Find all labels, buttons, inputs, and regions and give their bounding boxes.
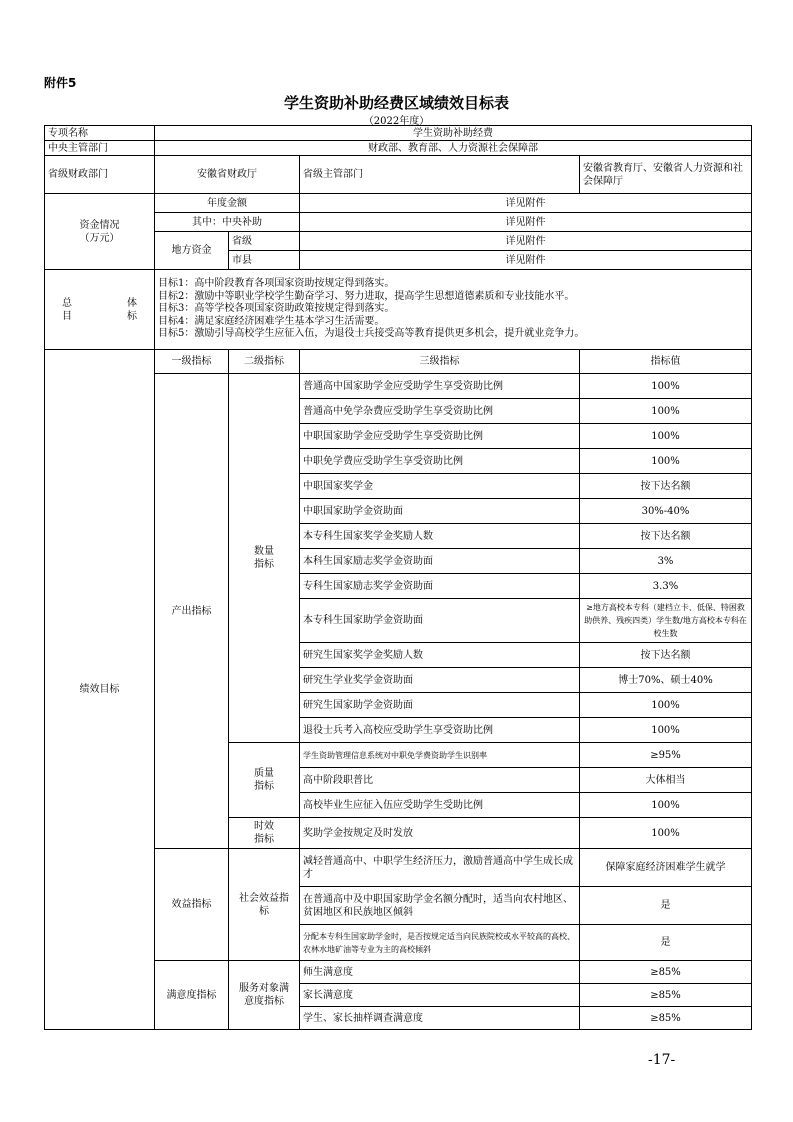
goal-item: 目标4：满足家庭经济困难学生基本学习生活需要。 (158, 315, 385, 327)
indicator-value: 按下达名额 (580, 474, 752, 499)
indicator-value: 是 (580, 887, 752, 925)
indicator-name: 分配本专科生国家助学金时，是否按规定适当向民族院校或水平较高的高校、农林水地矿油等专业为主的高校倾斜 (300, 925, 580, 961)
city-funds-label: 市县 (229, 251, 300, 270)
timeliness-label-line-2: 指标 (254, 834, 274, 845)
indicator-value: 30%-40% (580, 499, 752, 524)
indicator-value: 100% (580, 449, 752, 474)
overall-goals-list (155, 270, 752, 350)
indicator-name: 中职国家奖学金 (300, 474, 580, 499)
year-label: （2022年度） (363, 116, 430, 127)
annual-amount-label: 年度金额 (155, 194, 300, 213)
goals-label-char-1: 总 (62, 297, 72, 309)
quantity-label-line-2: 指标 (254, 559, 274, 570)
col-level2-header: 二级指标 (229, 350, 300, 374)
indicator-name: 研究生学业奖学金资助面 (300, 668, 580, 693)
central-subsidy-label: 其中：中央补助 (155, 213, 300, 232)
indicator-name: 中职免学费应受助学生享受资助比例 (300, 449, 580, 474)
indicator-value: 100% (580, 374, 752, 399)
indicator-name: 普通高中免学杂费应受助学生享受资助比例 (300, 399, 580, 424)
quantity-label-line-1: 数量 (254, 546, 274, 557)
goal-item: 目标3：高等学校各项国家资助政策按规定得到落实。 (158, 303, 395, 315)
prov-finance-label: 省级财政部门 (45, 156, 155, 194)
goals-label-char-2: 体 (127, 297, 137, 309)
social-benefit-label (229, 849, 300, 961)
indicator-name: 奖助学金按规定及时发放 (300, 818, 580, 849)
city-funds-value: 详见附件 (300, 251, 752, 270)
indicator-value: 100% (580, 793, 752, 818)
indicator-value: ≥95% (580, 743, 752, 768)
quality-indicator-label (229, 743, 300, 818)
central-dept-value: 财政部、教育部、人力资源社会保障部 (155, 141, 752, 156)
col-level3-header: 三级指标 (300, 350, 580, 374)
indicator-value: 3.3% (580, 574, 752, 599)
indicator-value: 3% (580, 549, 752, 574)
central-subsidy-value: 详见附件 (300, 213, 752, 232)
prov-dept-value: 安徽省教育厅、安徽省人力资源和社会保障厅 (580, 156, 752, 194)
col-level1-header: 一级指标 (155, 350, 229, 374)
central-dept-label: 中央主管部门 (45, 141, 155, 156)
goals-label-char-3: 目 (62, 310, 72, 322)
indicator-name: 研究生国家助学金资助面 (300, 693, 580, 718)
performance-target-table (44, 125, 752, 1030)
funds-label-cell (45, 194, 155, 270)
satisfaction-indicator-label: 满意度指标 (155, 961, 229, 1030)
service-satisfaction-label (229, 961, 300, 1030)
indicator-name: 本科生国家励志奖学金资助面 (300, 549, 580, 574)
indicator-name: 师生满意度 (300, 961, 580, 984)
indicator-name: 专科生国家励志奖学金资助面 (300, 574, 580, 599)
indicator-name: 退役士兵考入高校应受助学生享受资助比例 (300, 718, 580, 743)
indicator-value: 100% (580, 399, 752, 424)
indicator-value: ≥地方高校本专科（建档立卡、低保、特困救助供养、残疾四类）学生数/地方高校本专科在校生数 (580, 599, 752, 643)
project-name-label: 专项名称 (45, 126, 155, 141)
attachment-label: 附件5 (44, 76, 77, 90)
indicator-value: ≥85% (580, 1007, 752, 1030)
indicator-value: ≥85% (580, 961, 752, 984)
province-funds-value: 详见附件 (300, 232, 752, 251)
benefit-indicator-label: 效益指标 (155, 849, 229, 961)
annual-amount-value: 详见附件 (300, 194, 752, 213)
indicator-value: 100% (580, 818, 752, 849)
indicator-value: 100% (580, 718, 752, 743)
quantity-indicator-label (229, 374, 300, 743)
indicator-name: 本专科生国家奖学金奖励人数 (300, 524, 580, 549)
social-label-line-1: 社会效益指 (239, 892, 289, 904)
funds-label: 资金情况 (79, 219, 120, 231)
province-funds-label: 省级 (229, 232, 300, 251)
goal-item: 目标1：高中阶段教育各项国家资助按规定得到落实。 (158, 278, 395, 290)
indicator-name: 高中阶段职普比 (300, 768, 580, 793)
indicator-value: 是 (580, 925, 752, 961)
timeliness-indicator-label (229, 818, 300, 849)
performance-label: 绩效目标 (45, 350, 155, 1030)
indicator-name: 减轻普通高中、中职学生经济压力，激励普通高中学生成长成才 (300, 849, 580, 887)
output-indicator-label: 产出指标 (155, 374, 229, 849)
indicator-value: 按下达名额 (580, 643, 752, 668)
quality-label-line-1: 质量 (254, 768, 274, 779)
indicator-name: 高校毕业生应征入伍应受助学生受助比例 (300, 793, 580, 818)
indicator-value: ≥85% (580, 984, 752, 1007)
prov-dept-label: 省级主管部门 (300, 156, 580, 194)
indicator-value: 100% (580, 693, 752, 718)
goal-item: 目标5：激励引导高校学生应征入伍，为退役士兵接受高等教育提供更多机会，提升就业竞争力。 (158, 328, 585, 340)
indicator-name: 中职国家助学金应受助学生享受资助比例 (300, 424, 580, 449)
funds-unit: （万元） (79, 232, 120, 244)
overall-goals-label (45, 270, 155, 350)
service-label-line-2: 意度指标 (244, 996, 284, 1007)
indicator-value: 大体相当 (580, 768, 752, 793)
indicator-name: 学生资助管理信息系统对中职免学费资助学生识别率 (300, 743, 580, 768)
indicator-name: 研究生国家奖学金奖励人数 (300, 643, 580, 668)
indicator-value: 保障家庭经济困难学生就学 (580, 849, 752, 887)
page-title: 学生资助补助经费区域绩效目标表 (283, 94, 509, 112)
indicator-name: 在普通高中及中职国家助学金名额分配时，适当向农村地区、贫困地区和民族地区倾斜 (300, 887, 580, 925)
page-number: -17- (648, 1052, 676, 1068)
indicator-value: 博士70%、硕士40% (580, 668, 752, 693)
timeliness-label-line-1: 时效 (254, 821, 274, 832)
quality-label-line-2: 指标 (254, 781, 274, 792)
indicator-value: 100% (580, 424, 752, 449)
goals-label-char-4: 标 (127, 310, 137, 322)
prov-finance-value: 安徽省财政厅 (155, 156, 300, 194)
project-name-value: 学生资助补助经费 (155, 126, 752, 141)
social-label-line-2: 标 (259, 905, 269, 917)
indicator-name: 学生、家长抽样调查满意度 (300, 1007, 580, 1030)
local-funds-label: 地方资金 (155, 232, 229, 270)
service-label-line-1: 服务对象满 (239, 983, 289, 994)
indicator-name: 家长满意度 (300, 984, 580, 1007)
goal-item: 目标2：激励中等职业学校学生勤奋学习、努力进取，提高学生思想道德素质和专业技能水平。 (158, 290, 575, 302)
col-value-header: 指标值 (580, 350, 752, 374)
indicator-name: 普通高中国家助学金应受助学生享受资助比例 (300, 374, 580, 399)
indicator-name: 本专科生国家助学金资助面 (300, 599, 580, 643)
indicator-value: 按下达名额 (580, 524, 752, 549)
indicator-name: 中职国家助学金资助面 (300, 499, 580, 524)
